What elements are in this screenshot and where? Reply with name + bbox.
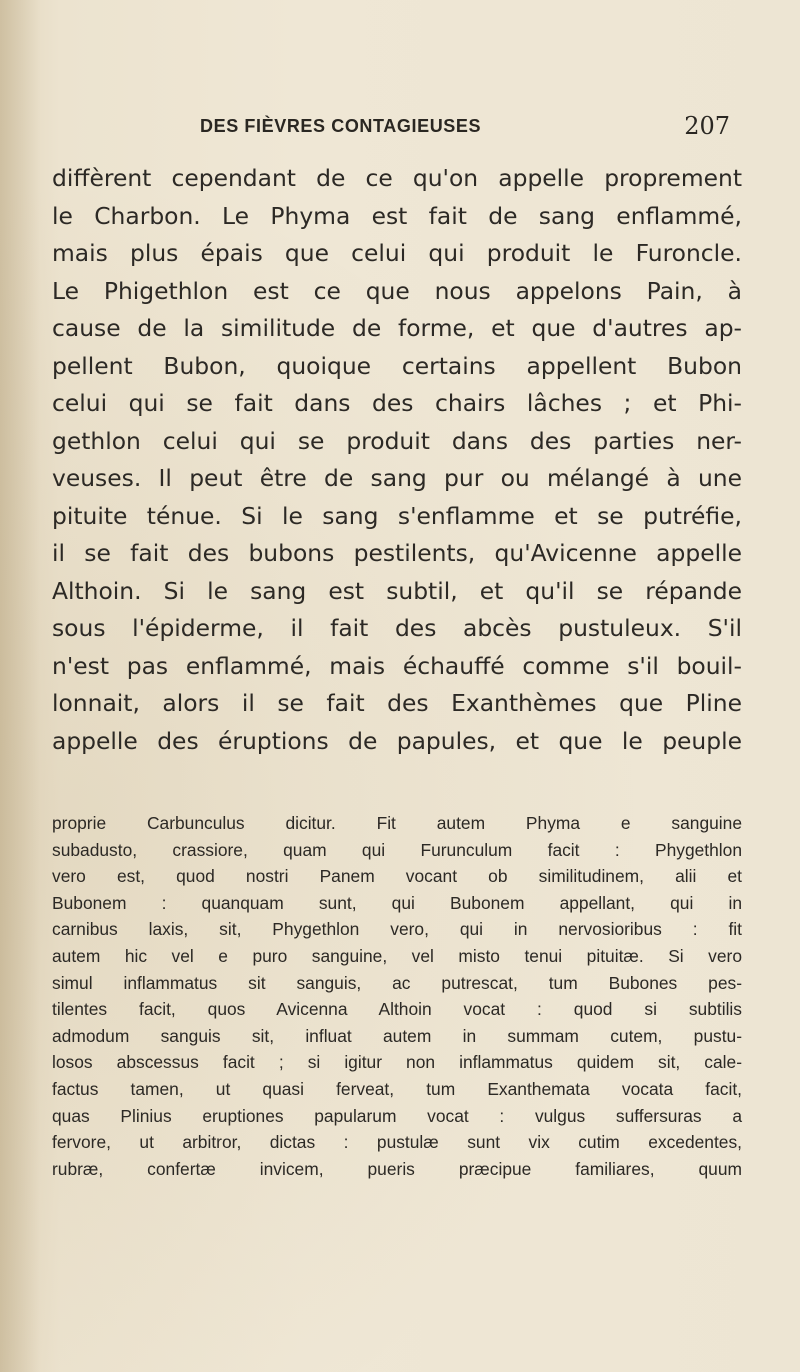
- french-text-line: cause de la similitude de forme, et que d'autres ap-: [52, 314, 742, 342]
- french-text-line: pituite ténue. Si le sang s'enflamme et se putréfie,: [52, 501, 742, 530]
- french-text-line: Althoin. Si le sang est subtil, et qu'il se répande: [52, 576, 742, 605]
- french-text-line: le Charbon. Le Phyma est fait de sang enflammé,: [52, 201, 742, 230]
- french-text-line: mais plus épais que celui qui produit le Furoncle.: [52, 239, 742, 267]
- latin-text-line: rubræ, confertæ invicem, pueris præcipue familiares, quum: [52, 1158, 742, 1179]
- latin-text-line: simul inflammatus sit sanguis, ac putrescat, tum Bubones pes-: [52, 972, 742, 993]
- french-text-line: celui qui se fait dans des chairs lâches ; et Phi-: [52, 389, 742, 417]
- latin-text-line: fervore, ut arbitror, dictas : pustulæ sunt vix cutim excedentes,: [52, 1132, 742, 1153]
- latin-footnote-paragraph: [52, 810, 742, 1182]
- french-text-line: sous l'épiderme, il fait des abcès pustuleux. S'il: [52, 614, 742, 642]
- latin-text-line: Bubonem : quanquam sunt, qui Bubonem appellant, qui in: [52, 892, 742, 913]
- french-text-line: veuses. Il peut être de sang pur ou mélangé à une: [52, 464, 742, 492]
- latin-text-line: subadusto, crassiore, quam qui Furunculum facit : Phygethlon: [52, 839, 742, 860]
- latin-text-line: factus tamen, ut quasi ferveat, tum Exanthemata vocata facit,: [52, 1078, 742, 1099]
- page-gutter-shadow: [0, 0, 40, 1372]
- french-text-line: gethlon celui qui se produit dans des parties ner-: [52, 426, 742, 455]
- french-text-line: Le Phigethlon est ce que nous appelons Pain, à: [52, 276, 742, 305]
- running-title: DES FIÈVRES CONTAGIEUSES: [200, 116, 482, 136]
- french-paragraph: [52, 160, 742, 760]
- latin-text-line: carnibus laxis, sit, Phygethlon vero, qui in nervosioribus : fit: [52, 919, 742, 940]
- latin-text-line: vero est, quod nostri Panem vocant ob similitudinem, alii et: [52, 866, 742, 887]
- french-text-line: diffèrent cependant de ce qu'on appelle proprement: [52, 164, 742, 192]
- latin-text-line: proprie Carbunculus dicitur. Fit autem Phyma e sanguine: [52, 813, 742, 833]
- latin-text-line: admodum sanguis sit, influat autem in summam cutem, pustu-: [52, 1025, 742, 1046]
- page-number: 207: [684, 112, 730, 140]
- latin-text-line: autem hic vel e puro sanguine, vel misto tenui pituitæ. Si vero: [52, 945, 742, 966]
- french-text-line: il se fait des bubons pestilents, qu'Avicenne appelle: [52, 539, 742, 567]
- french-text-line: appelle des éruptions de papules, et que le peuple: [52, 726, 742, 755]
- latin-text-line: losos abscessus facit ; si igitur non inflammatus quidem sit, cale-: [52, 1052, 742, 1073]
- latin-text-line: quas Plinius eruptiones papularum vocat : vulgus suffersuras a: [52, 1105, 742, 1126]
- french-text-line: pellent Bubon, quoique certains appellent Bubon: [52, 351, 742, 380]
- latin-text-line: tilentes facit, quos Avicenna Althoin vocat : quod si subtilis: [52, 999, 742, 1020]
- french-text-line: lonnait, alors il se fait des Exanthèmes que Pline: [52, 689, 742, 717]
- french-text-line: n'est pas enflammé, mais échauffé comme s'il bouil-: [52, 651, 742, 680]
